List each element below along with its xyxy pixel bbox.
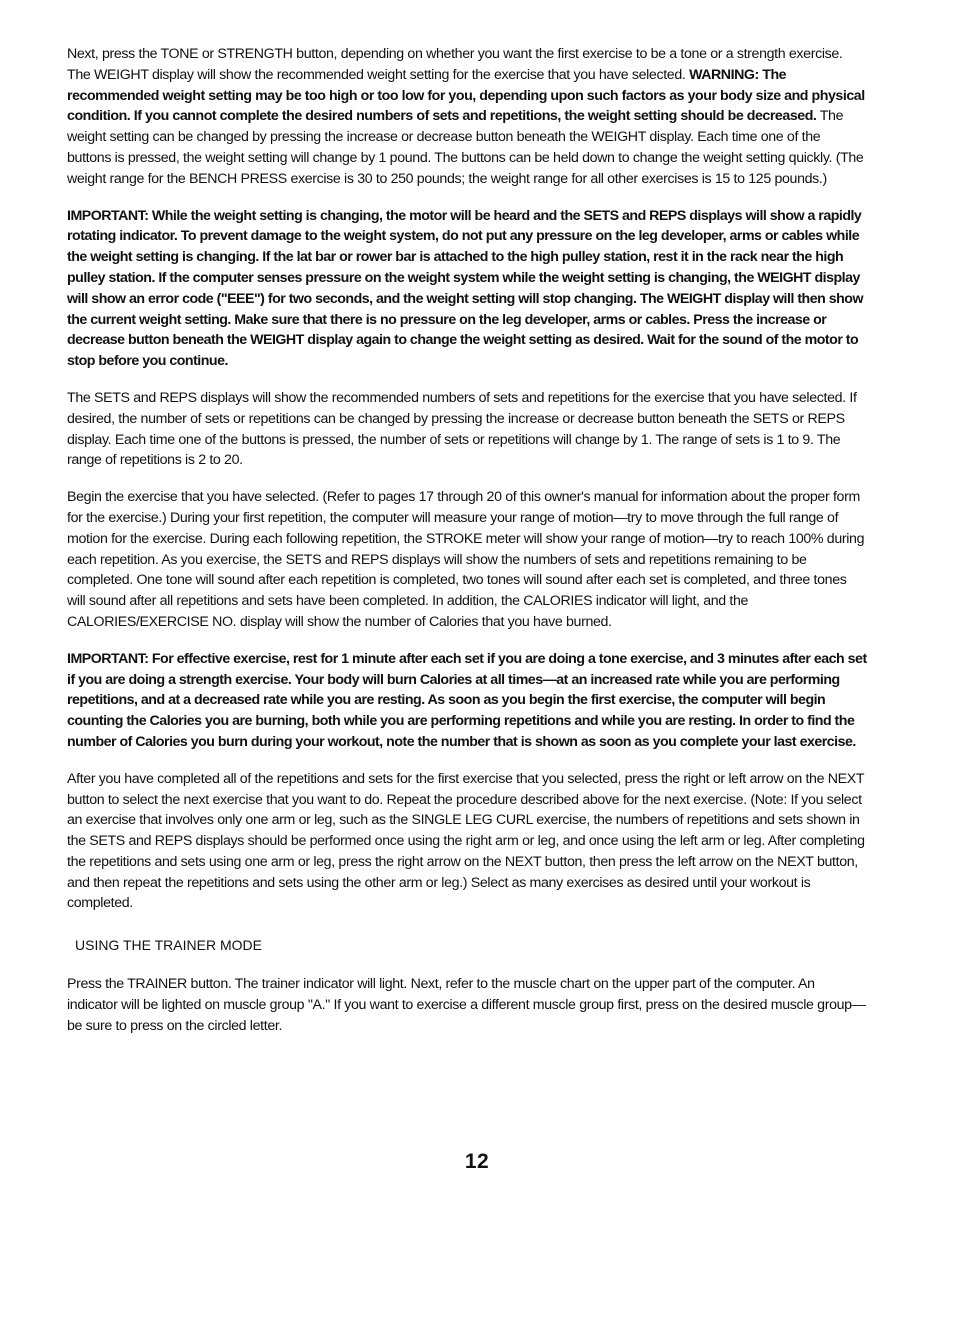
- trainer-mode-heading: USING THE TRAINER MODE: [75, 937, 262, 954]
- page-number: 12: [464, 1150, 490, 1173]
- sets-reps-paragraph: The SETS and REPS displays will show the recommended numbers of sets and repetitions for the exercise that you have selected. If desired, the number of sets or repetitions can be changed by pressing the increase or decrease button beneath the SETS or REPS display. Each time one of the buttons is pressed, the number of sets or repetitions will change by 1. The range of sets is 1 to 9. The range of repetitions is 2 to 20.: [67, 389, 857, 469]
- page-content: [67, 44, 867, 1053]
- weight-setting-paragraph: [67, 44, 867, 190]
- trainer-mode-paragraph: Press the TRAINER button. The trainer indicator will light. Next, refer to the muscle chart on the upper part of the computer. An indicator will be lighted on muscle group "A." If you want to exercise a different muscle group first, press on the desired muscle group—be sure to press on the circled letter.: [67, 976, 866, 1034]
- motor-important-notice: IMPORTANT: While the weight setting is changing, the motor will be heard and the SETS and REPS displays will show a rapidly rotating indicator. To prevent damage to the weight system, do not put any pressure on the leg developer, arms or cables while the weight setting is changing. If the lat bar or rower bar is attached to the high pulley station, rest it in the rack near the high pulley station. If the computer senses pressure on the weight system while the weight setting is changing, the WEIGHT display will show an error code ("EEE") for two seconds, and the weight setting will stop changing. The WEIGHT display will then show the current weight setting. Make sure that there is no pressure on the leg developer, arms or cables. Press the increase or decrease button beneath the WEIGHT display again to change the weight setting as desired. Wait for the sound of the motor to stop before you continue.: [67, 207, 863, 370]
- rest-calories-important-notice: IMPORTANT: For effective exercise, rest for 1 minute after each set if you are doing a tone exercise, and 3 minutes after each set if you are doing a strength exercise. Your body will burn Calories at all times—at an increased rate while you are performing repetitions, and at a decreased rate while you are resting. As soon as you begin the first exercise, the computer will begin counting the Calories you are burning, both while you are performing repetitions and while you are resting. In order to find the number of Calories you burn during your workout, note the number that is shown as soon as you complete your last exercise.: [67, 650, 867, 750]
- weight-warning: WARNING: The recommended weight setting may be too high or too low for you, depending upon such factors as your body size and physical condition. If you cannot complete the desired numbers of sets and repetitions, the weight setting should be decreased.: [67, 66, 865, 125]
- next-exercise-paragraph: After you have completed all of the repetitions and sets for the first exercise that you selected, press the right or left arrow on the NEXT button to select the next exercise that you want to do. Repeat the procedure described above for the next exercise. (Note: If you select an exercise that involves only one arm or leg, such as the SINGLE LEG CURL exercise, the numbers of repetitions and sets shown in the SETS and REPS displays should be performed once using the right arm or leg, and once using the left arm or leg. After completing the repetitions and sets using one arm or leg, press the right arrow on the NEXT button, then press the left arrow on the NEXT button, and then repeat the repetitions and sets using the other arm or leg.) Select as many exercises as desired until your workout is completed.: [67, 770, 865, 912]
- begin-exercise-paragraph: Begin the exercise that you have selected. (Refer to pages 17 through 20 of this owner's manual for information about the proper form for the exercise.) During your first repetition, the computer will measure your range of motion—try to move through the full range of motion for the exercise. During each following repetition, the STROKE meter will show your range of motion—try to reach 100% during each repetition. As you exercise, the SETS and REPS displays will show the numbers of sets and repetitions remaining to be completed. One tone will sound after each repetition is completed, two tones will sound after each set is completed, and three tones will sound after all repetitions and sets have been completed. In addition, the CALORIES indicator will light, and the CALORIES/EXERCISE NO. display will show the number of Calories that you have burned.: [67, 489, 865, 630]
- tone-strength-instruction: Next, press the TONE or STRENGTH button, depending on whether you want the first exercise to be a tone or a strength exercise. The WEIGHT display will show the recommended weight setting for the exercise that you have selected.: [67, 46, 843, 83]
- weight-range-note: The weight setting can be changed by pressing the increase or decrease button beneath the WEIGHT display. Each time one of the buttons is pressed, the weight setting will change by 1 pound. The buttons can be held down to change the weight setting quickly. (The weight range for the BENCH PRESS exercise is 30 to 250 pounds; the weight range for all other exercises is 15 to 125 pounds.): [67, 108, 864, 187]
